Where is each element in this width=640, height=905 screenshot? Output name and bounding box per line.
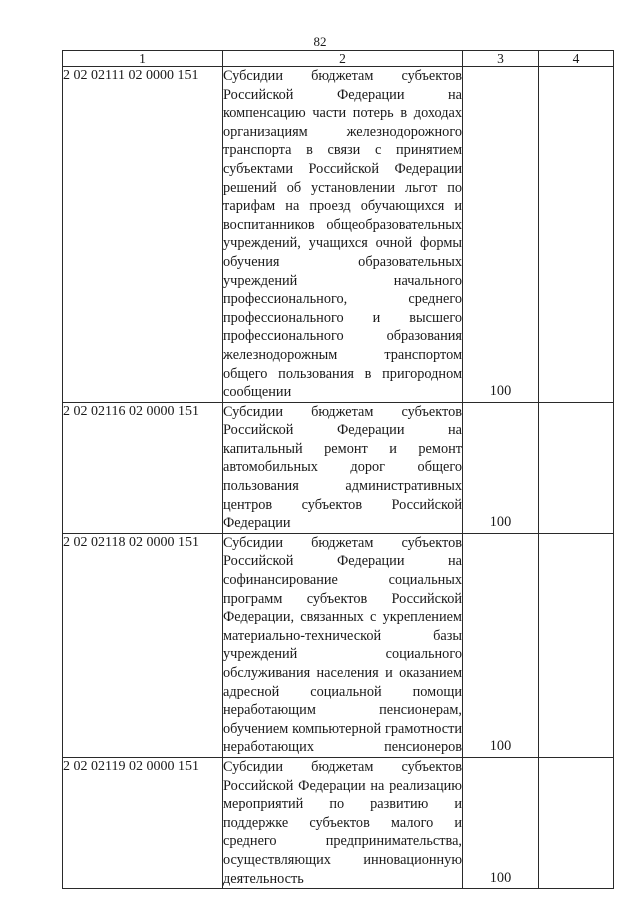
column-4-value: [539, 67, 614, 403]
budget-code: 2 02 02116 02 0000 151: [63, 402, 223, 533]
column-header-4: 4: [539, 51, 614, 67]
table-row: [63, 402, 614, 533]
column-4-value: [539, 533, 614, 757]
income-description: Субсидии бюджетам субъектов Российской Федерации на софинансирование социальных программ субъектов Российской Федерации, связанных с укреплением материально-технической базы учреждений социального обслуживания населения и оказанием адресной социальной помощи неработающим пенсионерам, обучением компьютерной грамотности неработающих пенсионеров: [223, 533, 463, 757]
table-row: [63, 533, 614, 757]
column-header-2: 2: [223, 51, 463, 67]
norm-percent: 100: [463, 533, 539, 757]
table-row: [63, 757, 614, 888]
budget-code: 2 02 02119 02 0000 151: [63, 757, 223, 888]
column-header-1: 1: [63, 51, 223, 67]
budget-code: 2 02 02111 02 0000 151: [63, 67, 223, 403]
budget-table: [62, 50, 614, 889]
table-header-row: [63, 51, 614, 67]
budget-code: 2 02 02118 02 0000 151: [63, 533, 223, 757]
table-row: [63, 67, 614, 403]
column-4-value: [539, 757, 614, 888]
page-number: 82: [313, 34, 327, 49]
norm-percent: 100: [463, 402, 539, 533]
norm-percent: 100: [463, 757, 539, 888]
norm-percent: 100: [463, 67, 539, 403]
income-description: Субсидии бюджетам субъектов Российской Федерации на реализацию мероприятий по развитию и поддержке субъектов малого и среднего предпринимательства, осуществляющих инновационную деятельность: [223, 757, 463, 888]
column-header-3: 3: [463, 51, 539, 67]
income-description: Субсидии бюджетам субъектов Российской Федерации на компенсацию части потерь в доходах организациям железнодорожного транспорта в связи с принятием субъектами Российской Федерации решений об установлении льгот по тарифам на проезд обучающихся и воспитанников общеобразовательных учреждений, учащихся очной формы обучения образовательных учреждений начального профессионального, среднего профессионального и высшего профессионального образования железнодорожным транспортом общего пользования в пригородном сообщении: [223, 67, 463, 403]
income-description: Субсидии бюджетам субъектов Российской Федерации на капитальный ремонт и ремонт автомобильных дорог общего пользования административных центров субъектов Российской Федерации: [223, 402, 463, 533]
column-4-value: [539, 402, 614, 533]
